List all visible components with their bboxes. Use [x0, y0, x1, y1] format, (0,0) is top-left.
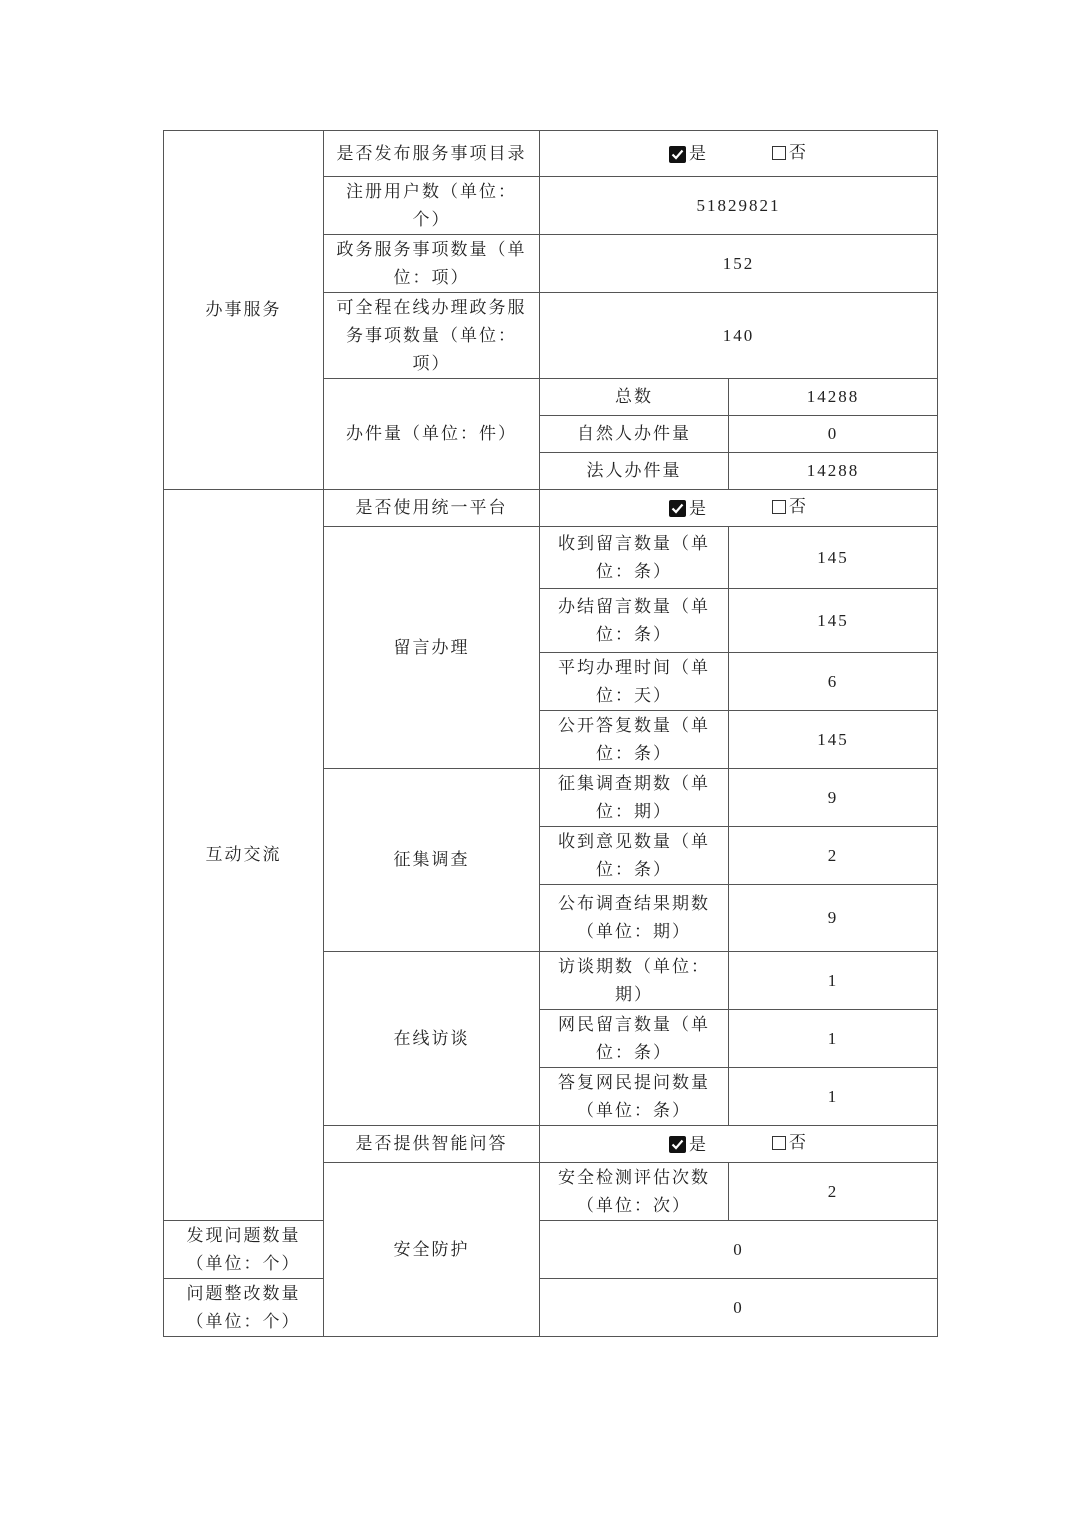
sub-label: 收到留言数量（单位：条） — [540, 527, 729, 589]
sub-label: 网民留言数量（单位：条） — [540, 1010, 729, 1068]
sub-label: 答复网民提问数量（单位：条） — [540, 1068, 729, 1126]
sub-value: 14288 — [729, 453, 938, 490]
group-label: 征集调查 — [324, 769, 540, 952]
sub-label: 征集调查期数（单位：期） — [540, 769, 729, 827]
row-label: 是否使用统一平台 — [324, 490, 540, 527]
sub-label: 自然人办件量 — [540, 416, 729, 453]
checked-checkbox-icon[interactable] — [669, 146, 686, 163]
sub-value: 0 — [729, 416, 938, 453]
sub-value: 2 — [729, 827, 938, 885]
table-row — [164, 1279, 938, 1337]
yes-option[interactable]: 是 — [669, 140, 708, 168]
category-cell: 互动交流 — [164, 490, 324, 1221]
sub-label: 平均办理时间（单位：天） — [540, 653, 729, 711]
sub-value: 9 — [729, 885, 938, 952]
group-label: 留言办理 — [324, 527, 540, 769]
row-label: 安全检测评估次数（单位：次） — [540, 1163, 729, 1221]
row-label: 政务服务事项数量（单位：项） — [324, 235, 540, 293]
sub-label: 收到意见数量（单位：条） — [540, 827, 729, 885]
sub-label: 访谈期数（单位：期） — [540, 952, 729, 1010]
row-label: 可全程在线办理政务服务事项数量（单位：项） — [324, 293, 540, 379]
row-label: 是否发布服务事项目录 — [324, 131, 540, 177]
sub-value: 1 — [729, 952, 938, 1010]
yes-no-cell — [540, 131, 938, 177]
checked-checkbox-icon[interactable] — [669, 500, 686, 517]
no-option[interactable]: 否 — [772, 1129, 808, 1157]
sub-value: 9 — [729, 769, 938, 827]
yes-no-cell — [540, 1126, 938, 1163]
category-cell: 办事服务 — [164, 131, 324, 490]
checked-checkbox-icon[interactable] — [669, 1136, 686, 1153]
row-value: 152 — [540, 235, 938, 293]
table-row — [164, 1221, 938, 1279]
row-value: 2 — [729, 1163, 938, 1221]
report-table — [163, 130, 938, 1337]
table-row — [164, 131, 938, 177]
sub-label: 办结留言数量（单位：条） — [540, 589, 729, 653]
row-label: 发现问题数量（单位：个） — [164, 1221, 324, 1279]
sub-label: 公布调查结果期数（单位：期） — [540, 885, 729, 952]
sub-label: 总数 — [540, 379, 729, 416]
sub-value: 145 — [729, 527, 938, 589]
row-value: 140 — [540, 293, 938, 379]
unchecked-checkbox-icon[interactable] — [772, 1136, 786, 1150]
row-label: 是否提供智能问答 — [324, 1126, 540, 1163]
row-value: 51829821 — [540, 177, 938, 235]
unchecked-checkbox-icon[interactable] — [772, 146, 786, 160]
no-option[interactable]: 否 — [772, 139, 808, 167]
row-label: 问题整改数量（单位：个） — [164, 1279, 324, 1337]
row-label: 注册用户数（单位：个） — [324, 177, 540, 235]
sub-value: 145 — [729, 589, 938, 653]
sub-value: 14288 — [729, 379, 938, 416]
sub-value: 145 — [729, 711, 938, 769]
sub-value: 1 — [729, 1010, 938, 1068]
table-row — [164, 490, 938, 527]
row-value: 0 — [540, 1221, 938, 1279]
sub-value: 1 — [729, 1068, 938, 1126]
sub-value: 6 — [729, 653, 938, 711]
unchecked-checkbox-icon[interactable] — [772, 500, 786, 514]
sub-label: 法人办件量 — [540, 453, 729, 490]
yes-option[interactable]: 是 — [669, 495, 708, 523]
no-option[interactable]: 否 — [772, 493, 808, 521]
sub-label: 公开答复数量（单位：条） — [540, 711, 729, 769]
group-label: 在线访谈 — [324, 952, 540, 1126]
category-cell: 安全防护 — [324, 1163, 540, 1337]
group-label: 办件量（单位：件） — [324, 379, 540, 490]
yes-option[interactable]: 是 — [669, 1131, 708, 1159]
yes-no-cell — [540, 490, 938, 527]
row-value: 0 — [540, 1279, 938, 1337]
